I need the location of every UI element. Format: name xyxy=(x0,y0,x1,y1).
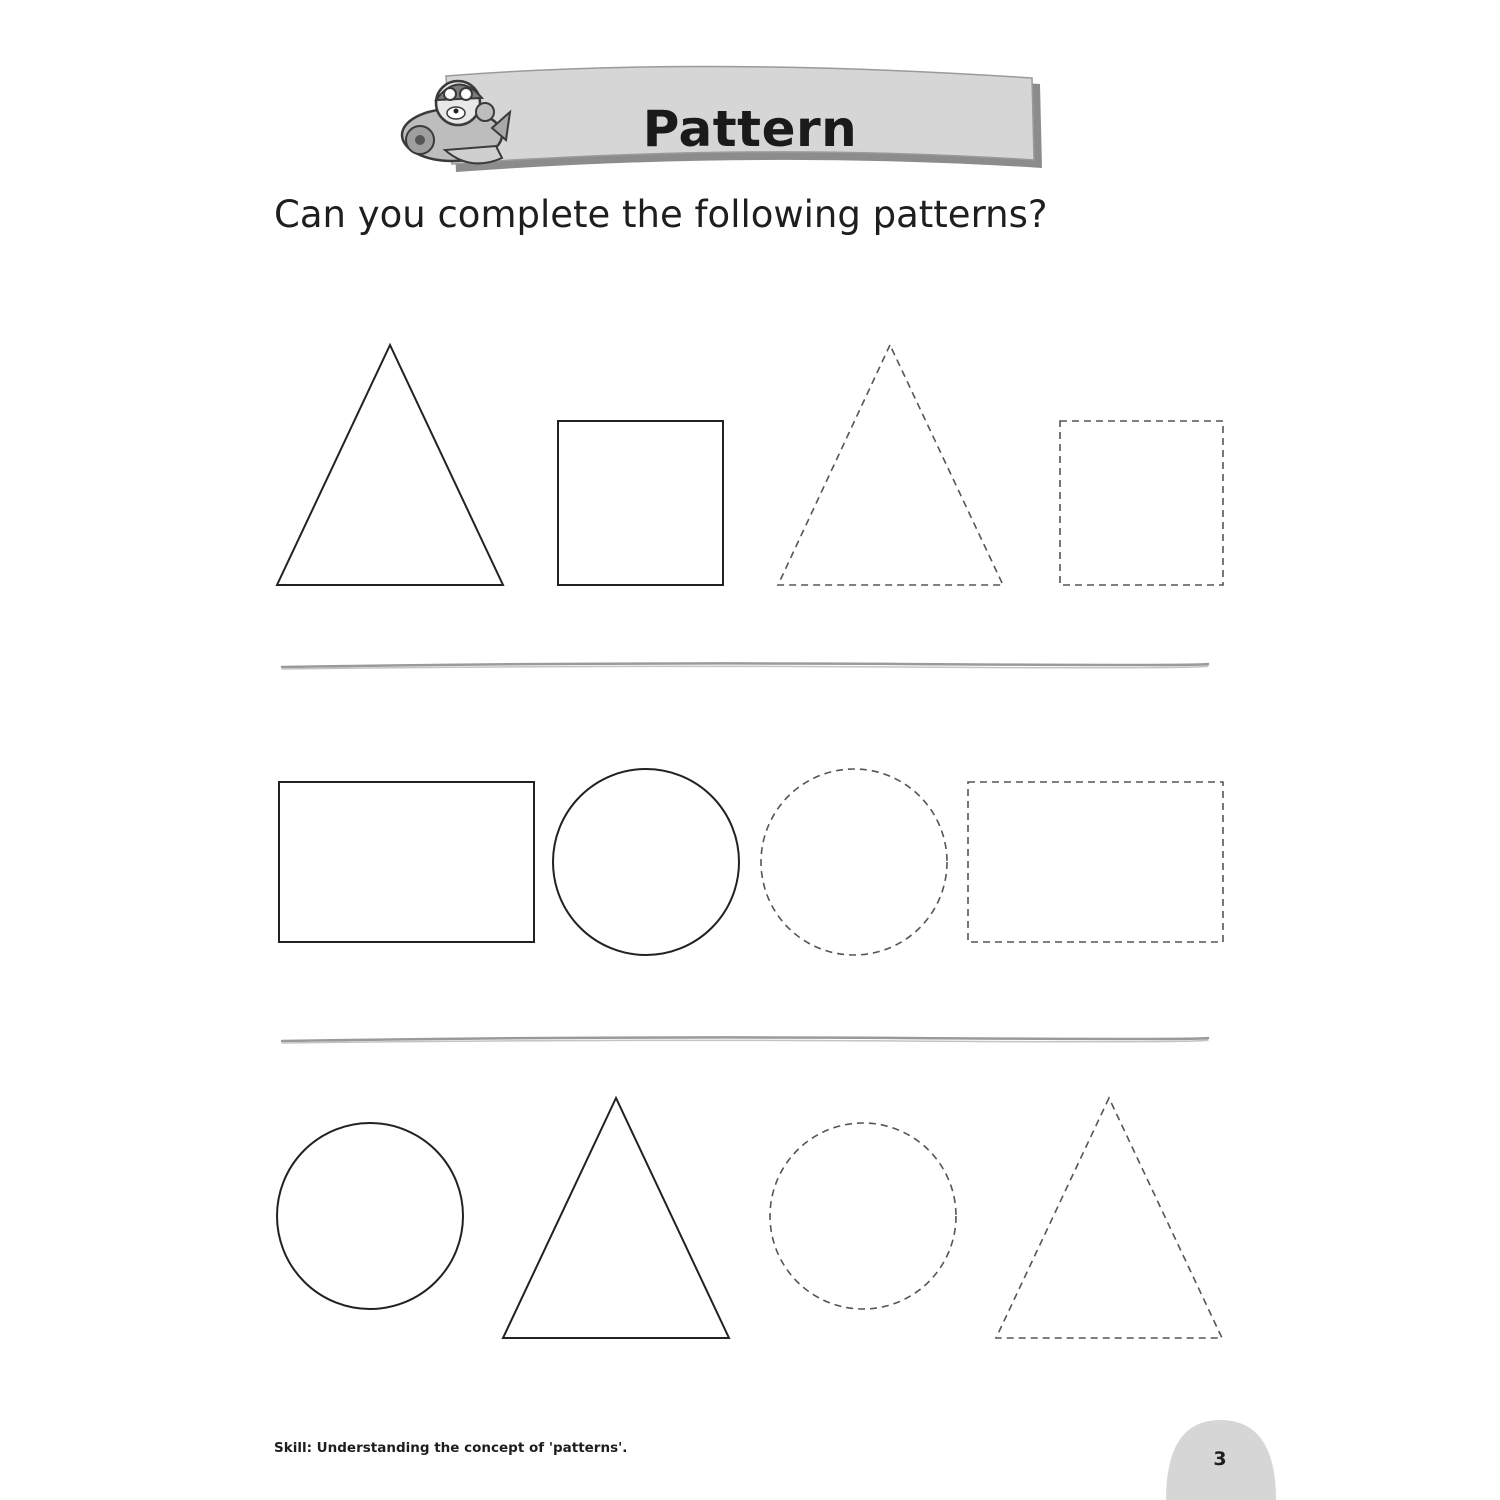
trace-circle[interactable] xyxy=(770,1123,956,1309)
skill-note: Skill: Understanding the concept of 'patterns'. xyxy=(274,1440,628,1456)
trace-circle[interactable] xyxy=(761,769,947,955)
shown-circle xyxy=(553,769,739,955)
row-divider-shade xyxy=(282,666,1208,669)
page-number: 3 xyxy=(1213,1448,1227,1470)
pattern-row-2 xyxy=(279,769,1223,955)
trace-triangle[interactable] xyxy=(996,1098,1222,1338)
trace-square[interactable] xyxy=(1060,421,1223,585)
shown-rectangle xyxy=(279,782,534,942)
shown-triangle xyxy=(503,1098,729,1338)
trace-triangle[interactable] xyxy=(778,345,1003,585)
shown-triangle xyxy=(277,345,503,585)
page-title: Pattern xyxy=(642,100,858,158)
pattern-row-3 xyxy=(277,1098,1222,1338)
shown-circle xyxy=(277,1123,463,1309)
instruction-text: Can you complete the following patterns? xyxy=(274,193,1048,236)
trace-rectangle[interactable] xyxy=(968,782,1223,942)
shown-square xyxy=(558,421,723,585)
pattern-row-1 xyxy=(277,345,1223,585)
row-divider-shade xyxy=(282,1040,1208,1043)
